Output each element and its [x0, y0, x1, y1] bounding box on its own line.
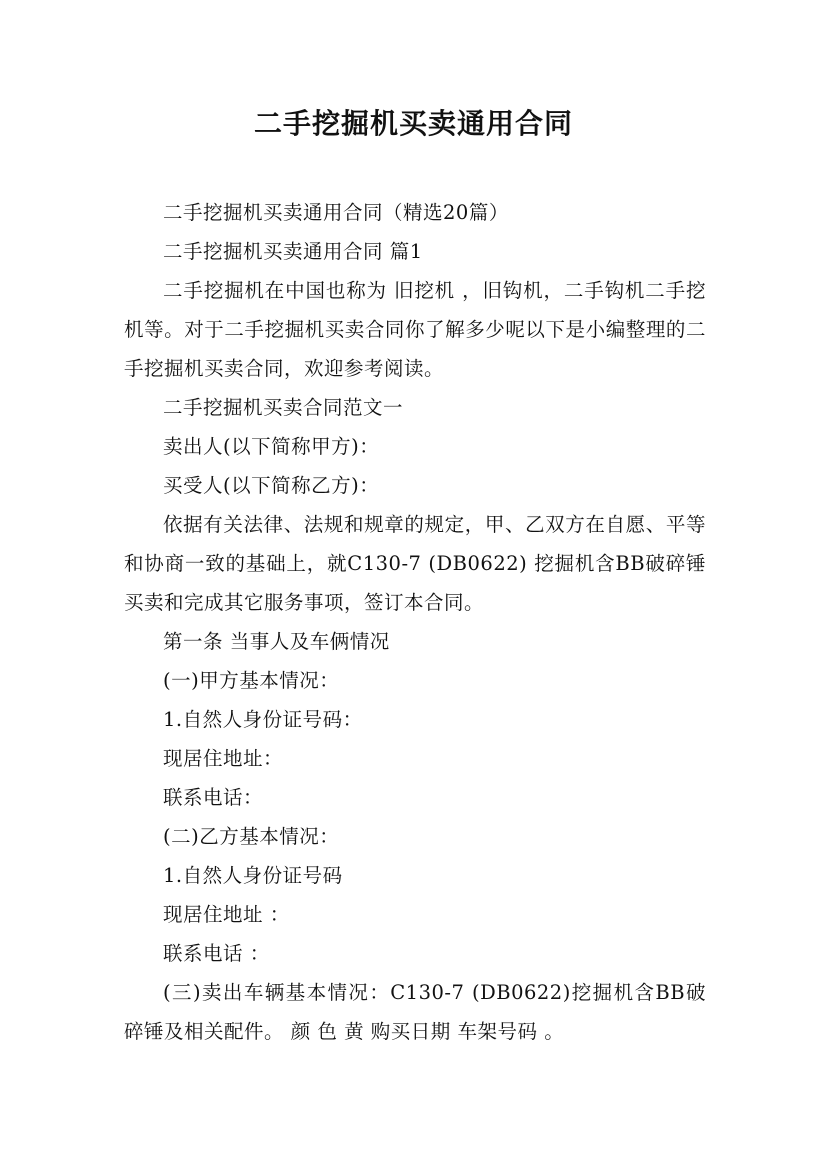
- paragraph-preamble: 依据有关法律、法规和规章的规定，甲、乙双方在自愿、平等和协商一致的基础上，就C130-7 (DB0622) 挖掘机含BB破碎锤买卖和完成其它服务事项，签订本合同。: [124, 513, 706, 614]
- paragraph-section-heading: 二手挖掘机买卖通用合同 篇1: [163, 240, 423, 263]
- paragraph-party-b-id: 1.自然人身份证号码: [163, 864, 343, 887]
- paragraph-party-b-phone: 联系电话 ：: [163, 942, 270, 965]
- paragraph-sample-heading: 二手挖掘机买卖合同范文一: [163, 396, 404, 419]
- paragraph-party-a-info: (一)甲方基本情况：: [163, 669, 340, 692]
- paragraph-vehicle-info: (三)卖出车辆基本情况：C130-7 (DB0622)挖掘机含BB破碎锤及相关配件。 颜 色 黄 购买日期 车架号码 。: [124, 981, 706, 1043]
- paragraph-party-a-id: 1.自然人身份证号码：: [163, 708, 363, 731]
- document-title: 二手挖掘机买卖通用合同: [253, 107, 573, 140]
- document-body: [124, 193, 706, 1051]
- paragraph-article-1: 第一条 当事人及车俩情况: [163, 630, 390, 653]
- paragraph-party-a-address: 现居住地址：: [163, 747, 284, 770]
- paragraph-party-b-info: (二)乙方基本情况：: [163, 825, 340, 848]
- paragraph-party-b-address: 现居住地址 ：: [163, 903, 290, 926]
- paragraph-intro: 二手挖掘机在中国也称为 旧挖机 ，旧钩机，二手钩机二手挖机等。对于二手挖掘机买卖合同你了解多少呢以下是小编整理的二手挖掘机买卖合同，欢迎参考阅读。: [124, 279, 706, 380]
- paragraph-party-a-phone: 联系电话：: [163, 786, 264, 809]
- paragraph-seller: 卖出人(以下简称甲方)：: [163, 435, 380, 458]
- paragraph-subtitle: 二手挖掘机买卖通用合同（精选20篇）: [163, 201, 509, 224]
- paragraph-buyer: 买受人(以下简称乙方)：: [163, 474, 380, 497]
